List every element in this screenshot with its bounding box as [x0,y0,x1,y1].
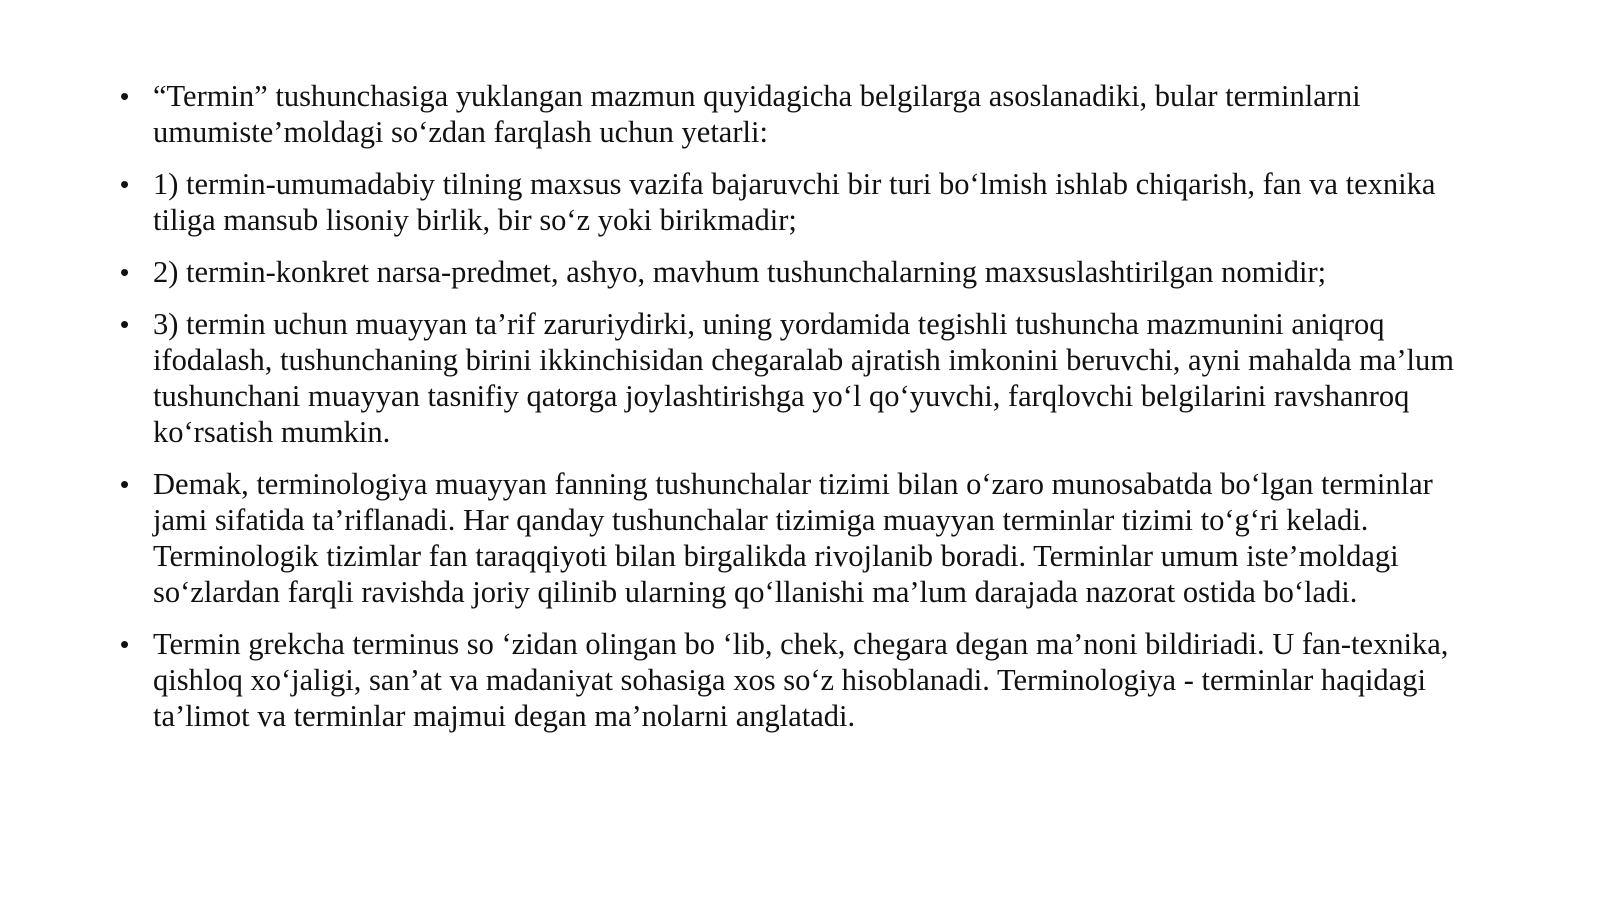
bullet-text: Demak, terminologiya muayyan fanning tushunchalar tizimi bilan o‘zaro munosabatda bo‘lgan terminlar jami sifatida ta’riflanadi. Har qanday tushunchalar tizimiga muayyan terminlar tizimi to‘g‘ri keladi. Terminologik tizimlar fan taraqqiyoti bilan birgalikda rivojlanib boradi. Terminlar umum iste’moldagi so‘zlardan farqli ravishda joriy qilinib ularning qo‘llanishi ma’lum darajada nazorat ostida bo‘ladi. [153,467,1433,609]
bullet-dot-icon: • [120,629,130,659]
bullet-text: Termin grekcha terminus so ‘zidan olingan bo ‘lib, chek, chegara degan ma’noni bildiriadi. U fan-texnika, qishloq xo‘jaligi, san’at va madaniyat sohasiga xos so‘z hisoblanadi. Terminologiya - terminlar haqidagi ta’limot va terminlar majmui degan ma’nolarni anglatadi. [153,627,1449,733]
bullet-item-6 [120,626,1480,734]
bullet-item-2 [120,166,1480,238]
bullet-dot-icon: • [120,169,130,199]
bullet-text: 1) termin-umumadabiy tilning maxsus vazifa bajaruvchi bir turi bo‘lmish ishlab chiqarish, fan va texnika tiliga mansub lisoniy birlik, bir so‘z yoki birikmadir; [153,167,1436,237]
bullet-dot-icon: • [120,469,130,499]
bullet-text: 2) termin-konkret narsa-predmet, ashyo, mavhum tushunchalarning maxsuslashtirilgan nomidir; [153,255,1327,289]
bullet-dot-icon: • [120,257,130,287]
bullet-dot-icon: • [120,81,130,111]
bullet-list [120,78,1480,734]
bullet-item-5 [120,466,1480,610]
bullet-dot-icon: • [120,309,130,339]
bullet-text: 3) termin uchun muayyan ta’rif zaruriydirki, uning yordamida tegishli tushuncha mazmunini aniqroq ifodalash, tushunchaning birini ikkinchisidan chegaralab ajratish imkonini beruvchi, ayni mahalda ma’lum tushunchani muayyan tasnifiy qatorga joylashtirishga yo‘l qo‘yuvchi, farqlovchi belgilarini ravshanroq ko‘rsatish mumkin. [153,307,1454,449]
bullet-text: “Termin” tushunchasiga yuklangan mazmun quyidagicha belgilarga asoslanadiki, bular terminlarni umumiste’moldagi so‘zdan farqlash uchun yetarli: [153,79,1361,149]
bullet-item-1 [120,78,1480,150]
bullet-item-3 [120,254,1480,290]
bullet-item-4 [120,306,1480,450]
